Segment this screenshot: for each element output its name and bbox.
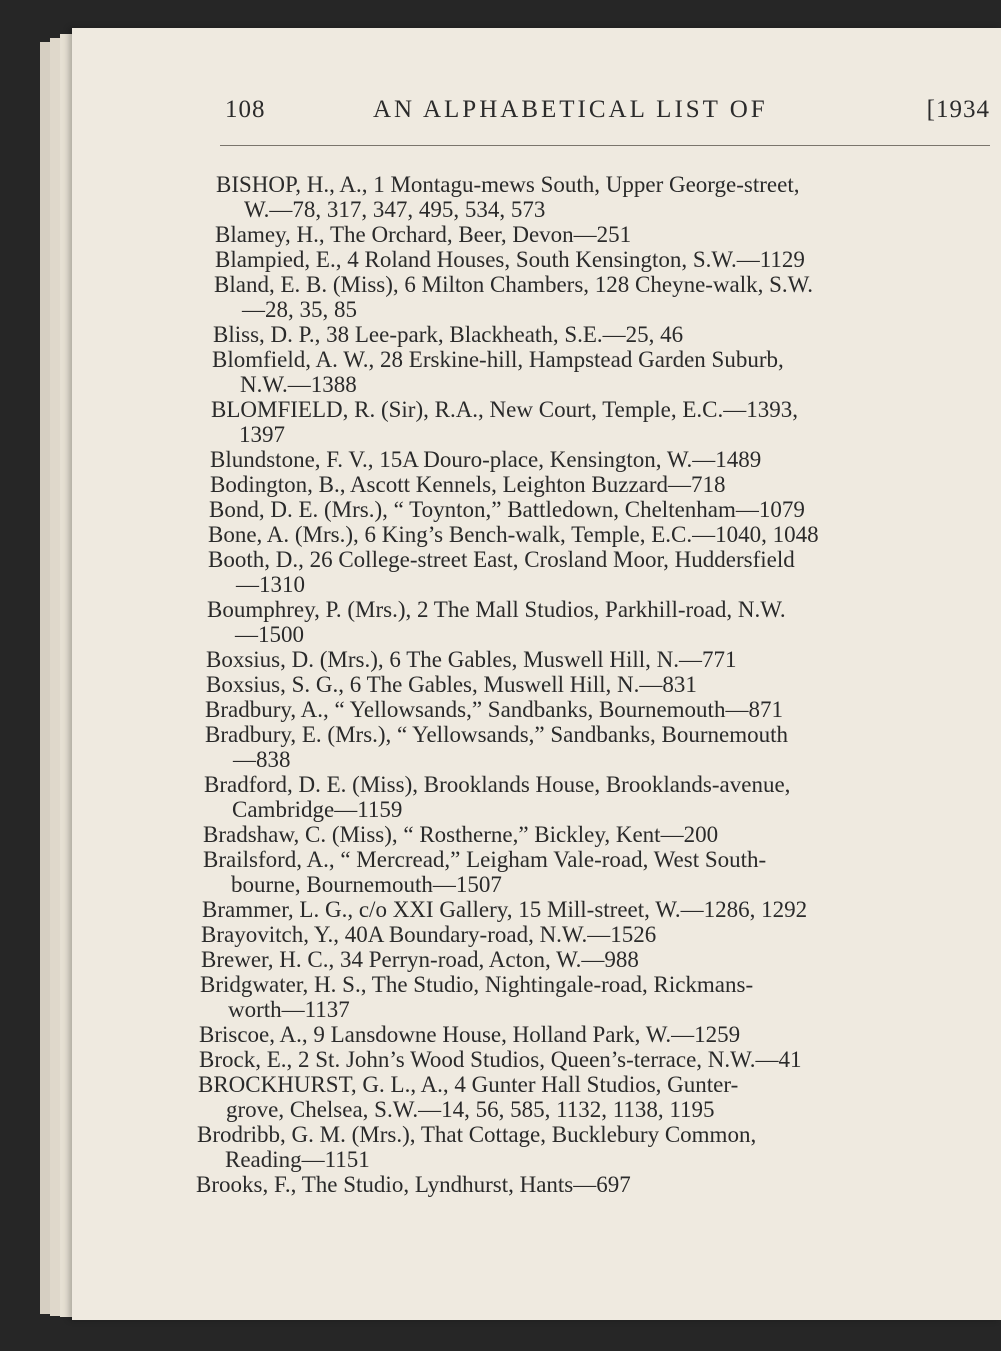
list-item [198, 1072, 974, 1122]
list-item [208, 522, 984, 547]
entry-line: Bridgwater, H. S., The Studio, Nightingale-road, Rickmans- [200, 972, 754, 997]
list-item [215, 247, 991, 272]
entry-line: Bone, A. (Mrs.), 6 King’s Bench-walk, Temple, E.C.—1040, 1048 [208, 522, 819, 547]
header-rule [220, 145, 990, 146]
entry-line: Brooks, F., The Studio, Lyndhurst, Hants—697 [196, 1172, 631, 1197]
list-item [200, 972, 976, 1022]
entry-continuation: Reading—1151 [225, 1147, 370, 1172]
list-item [210, 472, 986, 497]
list-item [216, 172, 992, 222]
entry-continuation: 1397 [239, 422, 285, 447]
entry-continuation: —28, 35, 85 [242, 297, 357, 322]
list-item [202, 897, 978, 922]
entry-line: Bland, E. B. (Miss), 6 Milton Chambers, 128 Cheyne-walk, S.W. [214, 272, 814, 297]
entry-line: Bodington, B., Ascott Kennels, Leighton Buzzard—718 [210, 472, 726, 497]
entry-continuation: —1500 [235, 622, 304, 647]
list-item [206, 672, 982, 697]
list-item [211, 397, 987, 447]
list-item [203, 822, 979, 847]
entry-line: Brewer, H. C., 34 Perryn-road, Acton, W.—988 [201, 947, 639, 972]
list-item [201, 947, 977, 972]
entry-line: Blomfield, A. W., 28 Erskine-hill, Hampstead Garden Suburb, [212, 347, 784, 372]
entry-line: Booth, D., 26 College-street East, Crosland Moor, Huddersfield [208, 547, 795, 572]
list-item [205, 722, 981, 772]
entry-line: BISHOP, H., A., 1 Montagu-mews South, Upper George-street, [216, 172, 800, 197]
list-item [206, 647, 982, 672]
list-item [203, 847, 979, 897]
entry-continuation: —1310 [236, 572, 305, 597]
entry-continuation: bourne, Bournemouth—1507 [231, 872, 502, 897]
list-item [214, 272, 990, 322]
entry-continuation: —838 [233, 747, 291, 772]
entry-line: Boxsius, D. (Mrs.), 6 The Gables, Muswell Hill, N.—771 [206, 647, 737, 672]
entry-line: Brailsford, A., “ Mercread,” Leigham Vale-road, West South- [203, 847, 767, 872]
list-item [196, 1172, 972, 1197]
entry-line: Blundstone, F. V., 15A Douro-place, Kensington, W.—1489 [210, 447, 762, 472]
entry-continuation: W.—78, 317, 347, 495, 534, 573 [244, 197, 546, 222]
list-item [199, 1022, 975, 1047]
entry-line: Bond, D. E. (Mrs.), “ Toynton,” Battledown, Cheltenham—1079 [209, 497, 805, 522]
entry-continuation: grove, Chelsea, S.W.—14, 56, 585, 1132, 1138, 1195 [226, 1097, 715, 1122]
entry-line: Bliss, D. P., 38 Lee-park, Blackheath, S.E.—25, 46 [213, 322, 684, 347]
entry-line: BROCKHURST, G. L., A., 4 Gunter Hall Studios, Gunter- [198, 1072, 739, 1097]
entry-continuation: N.W.—1388 [240, 372, 357, 397]
list-item [207, 597, 983, 647]
entry-line: Brock, E., 2 St. John’s Wood Studios, Queen’s-terrace, N.W.—41 [199, 1047, 802, 1072]
list-item [197, 1122, 973, 1172]
entry-line: Briscoe, A., 9 Lansdowne House, Holland Park, W.—1259 [199, 1022, 741, 1047]
list-item [213, 322, 989, 347]
page-year: [1934 [926, 96, 990, 123]
entry-continuation: worth—1137 [228, 997, 350, 1022]
list-item [210, 447, 986, 472]
entry-line: BLOMFIELD, R. (Sir), R.A., New Court, Temple, E.C.—1393, [211, 397, 798, 422]
page-number: 108 [225, 96, 266, 123]
list-item [208, 547, 984, 597]
list-item [215, 222, 991, 247]
entry-line: Bradshaw, C. (Miss), “ Rostherne,” Bickley, Kent—200 [203, 822, 719, 847]
entry-line: Bradbury, E. (Mrs.), “ Yellowsands,” Sandbanks, Bournemouth [205, 722, 789, 747]
entry-line: Brodribb, G. M. (Mrs.), That Cottage, Bucklebury Common, [197, 1122, 757, 1147]
entry-line: Boxsius, S. G., 6 The Gables, Muswell Hill, N.—831 [206, 672, 697, 697]
list-item [212, 347, 988, 397]
entry-line: Brammer, L. G., c/o XXI Gallery, 15 Mill-street, W.—1286, 1292 [202, 897, 808, 922]
list-item [204, 772, 980, 822]
entry-line: Blampied, E., 4 Roland Houses, South Kensington, S.W.—1129 [215, 247, 805, 272]
list-item [201, 922, 977, 947]
entry-line: Boumphrey, P. (Mrs.), 2 The Mall Studios, Parkhill-road, N.W. [207, 597, 786, 622]
entry-line: Bradbury, A., “ Yellowsands,” Sandbanks, Bournemouth—871 [205, 697, 783, 722]
list-item [199, 1047, 975, 1072]
list-item [205, 697, 981, 722]
entry-line: Brayovitch, Y., 40A Boundary-road, N.W.—1526 [201, 922, 657, 947]
entry-line: Blamey, H., The Orchard, Beer, Devon—251 [215, 222, 632, 247]
entry-continuation: Cambridge—1159 [232, 797, 403, 822]
entry-line: Bradford, D. E. (Miss), Brooklands House, Brooklands-avenue, [204, 772, 791, 797]
list-item [209, 497, 985, 522]
page-title: AN ALPHABETICAL LIST OF [373, 96, 768, 123]
